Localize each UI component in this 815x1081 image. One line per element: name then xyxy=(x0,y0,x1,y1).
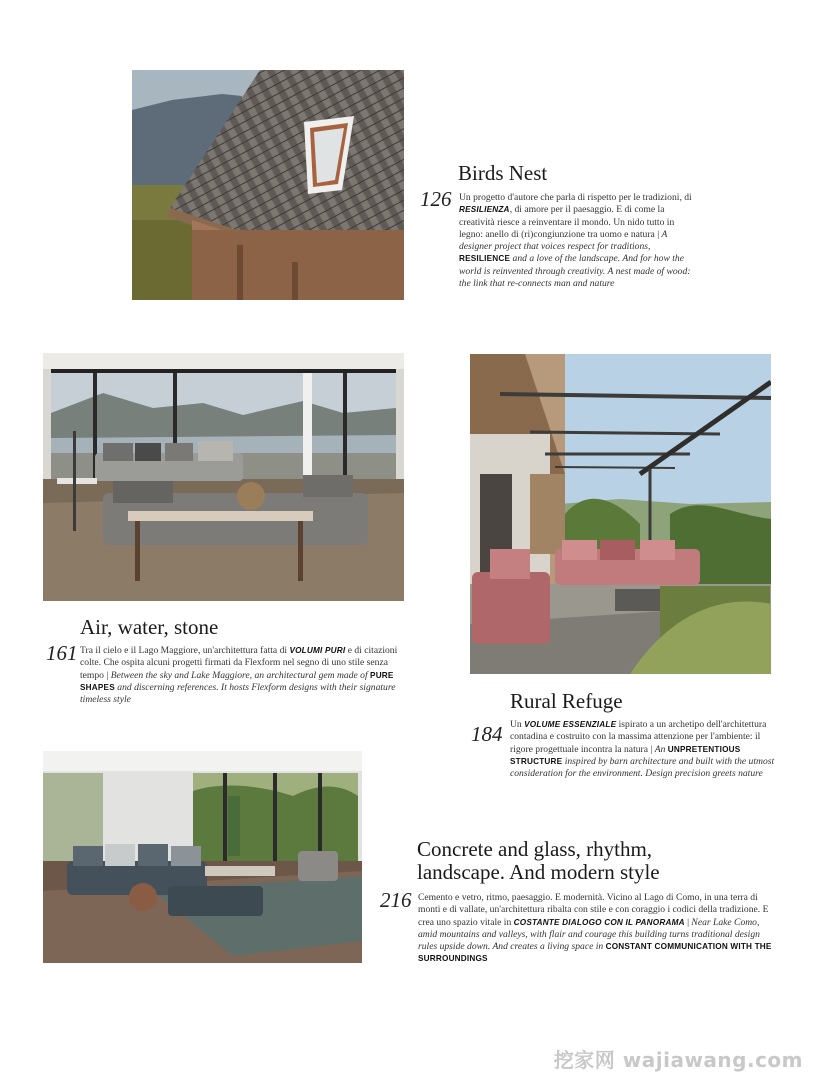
photo-concrete-glass xyxy=(43,751,362,963)
text-segment: e di citazioni colte. Che ospita alcuni progetti firmati da Flexform nel segno di uno stile senza tempo | xyxy=(80,645,398,681)
text-segment: VOLUME ESSENZIALE xyxy=(524,720,617,729)
text-air-water-stone xyxy=(80,645,406,706)
text-segment: Tra il cielo e il Lago Maggiore, un'architettura fatta di xyxy=(80,645,290,656)
photo-rural-refuge xyxy=(470,354,771,674)
watermark: 挖家网 wajiawang.com xyxy=(553,1048,803,1072)
text-segment: CONSTANT COMMUNICATION WITH THE SURROUNDINGS xyxy=(418,942,772,964)
title-birds-nest: Birds Nest xyxy=(458,161,548,185)
text-segment: Near Lake Como, amid mountains and valleys, with flair and courage this building turns traditional design rules upside down. And creates a living space in xyxy=(418,916,760,953)
text-segment: | xyxy=(684,916,692,928)
photo-air-water-stone xyxy=(43,353,404,601)
page-number-rural-refuge: 184 xyxy=(471,722,503,746)
text-segment: RESILIENZA xyxy=(459,205,510,215)
text-concrete-glass xyxy=(418,892,778,966)
text-segment: Un xyxy=(510,719,525,730)
text-rural-refuge xyxy=(510,719,776,780)
page-number-air-water-stone: 161 xyxy=(46,641,78,665)
text-segment: ispirato a un archetipo dell'architettura contadina e costruito con la massima attenzione per l'ambiente: il rigore progettuale incontra la natura | xyxy=(510,719,767,755)
page-number-concrete-glass: 216 xyxy=(380,888,412,912)
text-segment: UNPRETENTIOUS STRUCTURE xyxy=(510,744,741,766)
text-segment: RESILIENCE xyxy=(459,254,511,264)
text-segment: Between the sky and Lake Maggiore, an architectural gem made of xyxy=(110,669,371,681)
text-segment: An xyxy=(654,743,668,755)
text-segment: A designer project that voices respect for traditions, xyxy=(459,228,668,253)
text-segment: PURE SHAPES xyxy=(80,670,394,692)
text-segment: COSTANTE DIALOGO CON IL PANORAMA xyxy=(513,917,685,927)
text-segment: Cemento e vetro, ritmo, paesaggio. E modernità. Vicino al Lago di Como, in una terra di monti e di vallate, un'architettura ribalta con stile e con coraggio i codici della tradizione. E crea uno spazio vitale in xyxy=(418,892,769,928)
text-segment: and discerning references. It hosts Flexform designs with their signature timeless style xyxy=(80,681,396,706)
title-air-water-stone: Air, water, stone xyxy=(80,615,219,639)
title-rural-refuge: Rural Refuge xyxy=(510,689,623,713)
page-number-birds-nest: 126 xyxy=(420,187,452,211)
text-segment: , di amore per il paesaggio. E di come la creatività riesce a reinventare il mondo. Un nido tutto in legno: anello di (ri)congiunzione tra uomo e natura | xyxy=(459,204,675,240)
title-concrete-glass: Concrete and glass, rhythm, landscape. And modern style xyxy=(417,837,660,884)
text-segment: Un progetto d'autore che parla di rispetto per le tradizioni, di xyxy=(459,192,692,203)
text-segment: inspired by barn architecture and built with the utmost consideration for the environment. Design precision greets nature xyxy=(510,755,775,780)
text-birds-nest xyxy=(459,192,699,290)
text-segment: VOLUMI PURI xyxy=(289,646,346,655)
text-segment: and a love of the landscape. And for how the world is reinvented through creativity. A nest made of wood: the link that re-connects man and nature xyxy=(459,253,691,290)
photo-birds-nest xyxy=(132,70,404,300)
